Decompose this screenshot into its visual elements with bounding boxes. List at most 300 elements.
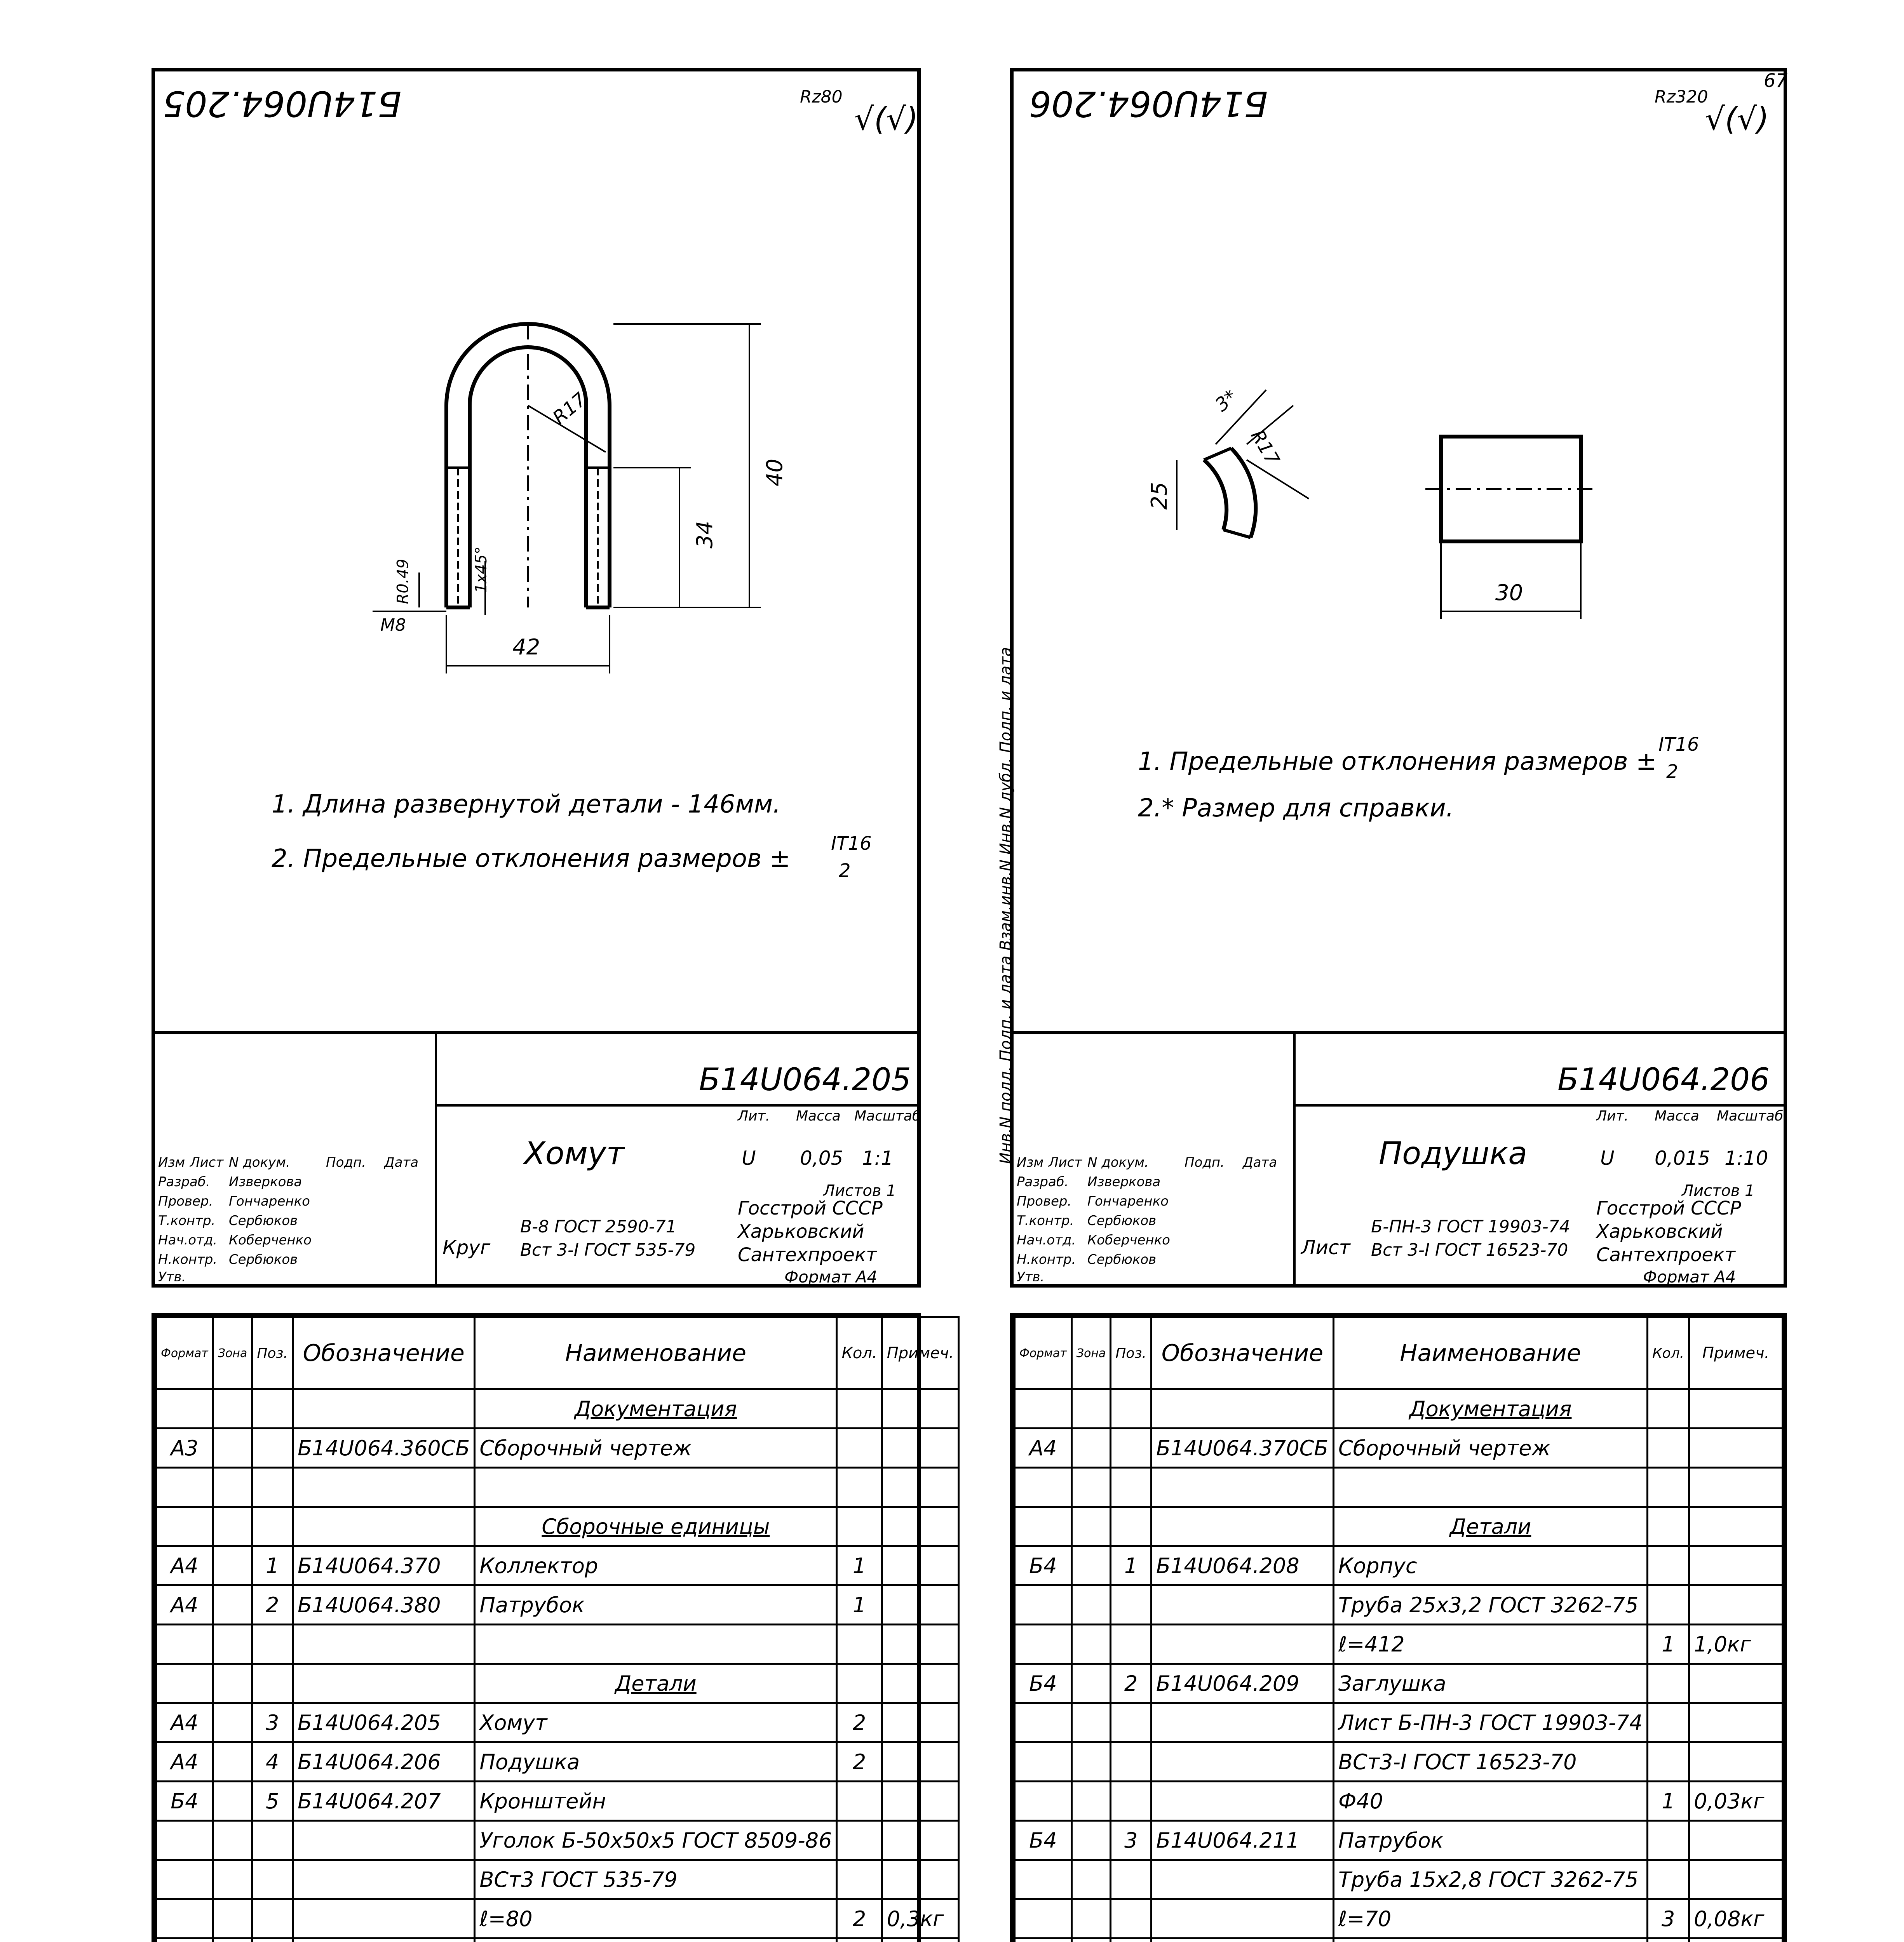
cell-note (882, 1939, 959, 1942)
role-5: Н.контр. (158, 1252, 218, 1267)
table-row (1015, 1821, 1783, 1860)
cell-note (1689, 1429, 1783, 1468)
table-row (1015, 1546, 1783, 1585)
cell-zone (1071, 1468, 1111, 1507)
hdr-list: Лист (190, 1155, 224, 1170)
role-2: Провер. (1017, 1194, 1072, 1209)
role-4: Нач.отд. (158, 1232, 218, 1248)
cell-qty (1648, 1546, 1689, 1585)
cell-format (156, 1625, 213, 1664)
cell-qty (1648, 1939, 1689, 1942)
mass-value: 0,015 (1655, 1147, 1711, 1169)
cell-designation (293, 1939, 475, 1942)
cell-zone (1071, 1782, 1111, 1821)
cell-pos: 2 (1111, 1664, 1151, 1703)
spec-sheet-370 (1010, 1313, 1787, 1942)
cell-note: 0,03кг (1689, 1782, 1783, 1821)
cell-designation: Б14U064.370 (293, 1546, 475, 1585)
table-row (1015, 1899, 1783, 1939)
table-row (1015, 1468, 1783, 1507)
table-row (156, 1742, 959, 1782)
col-name: Наименование (1333, 1317, 1647, 1389)
cell-qty (837, 1468, 882, 1507)
hdr-izm: Изм (158, 1155, 185, 1170)
svg-text:√(√): √(√) (1705, 101, 1769, 137)
name-4: Коберченко (1087, 1232, 1170, 1248)
cell-note (1689, 1703, 1783, 1742)
cell-note (1689, 1585, 1783, 1625)
cell-zone (213, 1664, 252, 1703)
col-pos: Поз. (252, 1317, 293, 1389)
material-2: Вст 3-I ГОСТ 535-79 (520, 1240, 696, 1260)
cell-note (882, 1585, 959, 1625)
cell-note (1689, 1507, 1783, 1546)
cell-pos (1111, 1507, 1151, 1546)
role-4: Нач.отд. (1017, 1232, 1076, 1248)
hdr-lit: Лит. (738, 1108, 770, 1124)
cell-format (156, 1664, 213, 1703)
dim-3: 3* (1211, 386, 1242, 416)
cell-name (1333, 1939, 1647, 1942)
cell-name (475, 1625, 837, 1664)
cell-format (1015, 1389, 1072, 1429)
cell-designation (1151, 1899, 1334, 1939)
cell-format: Б4 (156, 1782, 213, 1821)
cell-qty: 3 (1648, 1899, 1689, 1939)
table-row (1015, 1703, 1783, 1742)
material-2: Вст 3-I ГОСТ 16523-70 (1371, 1240, 1568, 1260)
cell-pos: 1 (1111, 1546, 1151, 1585)
cell-qty (1648, 1821, 1689, 1860)
cell-qty (1648, 1860, 1689, 1899)
table-row (156, 1585, 959, 1625)
cell-designation (1151, 1703, 1334, 1742)
cell-format (1015, 1939, 1072, 1942)
cell-designation: Б14U064.209 (1151, 1664, 1334, 1703)
cell-qty: 1 (837, 1585, 882, 1625)
org-1: Госстрой СССР (1596, 1197, 1741, 1219)
hdr-list: Лист (1049, 1155, 1082, 1170)
cell-zone (213, 1899, 252, 1939)
cell-note (1689, 1546, 1783, 1585)
cell-format (1015, 1742, 1072, 1782)
cell-designation (293, 1625, 475, 1664)
cell-pos (1111, 1899, 1151, 1939)
cell-pos (1111, 1625, 1151, 1664)
cell-pos: 4 (252, 1742, 293, 1782)
dim-r049: R0.49 (394, 559, 412, 604)
cell-pos: 3 (252, 1703, 293, 1742)
hdr-lit: Лит. (1596, 1108, 1629, 1124)
name-1: Изверкова (1087, 1174, 1161, 1190)
cell-designation (293, 1468, 475, 1507)
hdr-scale: Масштаб (854, 1108, 921, 1124)
cell-format: А4 (1015, 1429, 1072, 1468)
cell-name: Коллектор (475, 1546, 837, 1585)
material-1: Б-ПН-3 ГОСТ 19903-74 (1371, 1217, 1570, 1237)
cell-format (156, 1899, 213, 1939)
table-row (156, 1664, 959, 1703)
table-row (1015, 1742, 1783, 1782)
cell-qty (1648, 1468, 1689, 1507)
cell-pos: 3 (1111, 1821, 1151, 1860)
hdr-scale: Масштаб (1717, 1108, 1784, 1124)
cell-designation (293, 1389, 475, 1429)
col-zone: Зона (1071, 1317, 1111, 1389)
rotated-code: Б14U064.205 (163, 83, 402, 124)
table-row (156, 1860, 959, 1899)
cell-qty (837, 1429, 882, 1468)
cell-zone (213, 1507, 252, 1546)
table-row (1015, 1939, 1783, 1942)
lit-value: U (1600, 1147, 1615, 1169)
drawing-sheet-206 (997, 68, 1787, 1288)
hdr-podp: Подп. (326, 1155, 366, 1170)
cell-format: Б4 (1015, 1546, 1072, 1585)
spec-table (155, 1316, 960, 1942)
hdr-podp: Подп. (1185, 1155, 1225, 1170)
org-3: Сантехпроект (1596, 1244, 1735, 1266)
corner-mark: 67 (1764, 70, 1788, 92)
table-header-row (156, 1317, 959, 1389)
cell-qty (837, 1821, 882, 1860)
table-row (156, 1625, 959, 1664)
cell-qty (1648, 1664, 1689, 1703)
cell-note (882, 1468, 959, 1507)
cell-designation: Б14U064.380 (293, 1585, 475, 1625)
cell-name: Уголок Б-50х50х5 ГОСТ 8509-86 (475, 1821, 837, 1860)
role-6: Утв. (158, 1269, 186, 1285)
dim-r17: R17 (1246, 426, 1284, 469)
cell-format (156, 1821, 213, 1860)
cell-format: А3 (156, 1429, 213, 1468)
table-row (1015, 1507, 1783, 1546)
cell-note (882, 1860, 959, 1899)
cell-format (156, 1389, 213, 1429)
cell-zone (213, 1585, 252, 1625)
cell-qty (1648, 1429, 1689, 1468)
cell-designation (293, 1821, 475, 1860)
cell-pos (252, 1507, 293, 1546)
hdr-data: Дата (1243, 1155, 1277, 1170)
cell-format (1015, 1782, 1072, 1821)
cell-qty: 1 (1648, 1782, 1689, 1821)
cell-designation (293, 1664, 475, 1703)
cell-format (1015, 1468, 1072, 1507)
roughness-mark: Rz80 (800, 87, 843, 107)
cell-zone (213, 1429, 252, 1468)
role-1: Разраб. (1017, 1174, 1069, 1190)
cell-designation (293, 1899, 475, 1939)
hdr-mass: Масса (796, 1108, 841, 1124)
cell-qty: 2 (837, 1703, 882, 1742)
cell-note: 1,0кг (1689, 1625, 1783, 1664)
table-row (156, 1429, 959, 1468)
cell-qty (1648, 1507, 1689, 1546)
org-3: Сантехпроект (738, 1244, 877, 1266)
cell-name: Сборочный чертеж (1333, 1429, 1647, 1468)
cell-qty (1648, 1703, 1689, 1742)
cell-pos (1111, 1860, 1151, 1899)
cell-name: Корпус (1333, 1546, 1647, 1585)
dim-thread: 1x45° (472, 546, 491, 593)
cell-designation (1151, 1389, 1334, 1429)
cell-format: А4 (156, 1546, 213, 1585)
cell-pos (252, 1939, 293, 1942)
name-5: Сербюков (229, 1252, 298, 1267)
note-2: 2.* Размер для справки. (1138, 794, 1454, 823)
cell-pos (1111, 1939, 1151, 1942)
scale-value: 1:10 (1725, 1147, 1768, 1169)
cell-designation: Б14U064.370СБ (1151, 1429, 1334, 1468)
col-note: Примеч. (882, 1317, 959, 1389)
org-1: Госстрой СССР (738, 1197, 883, 1219)
cell-note (1689, 1389, 1783, 1429)
cell-zone (1071, 1899, 1111, 1939)
cell-format (1015, 1703, 1072, 1742)
tol-num: IT16 (1658, 734, 1699, 755)
cell-designation (1151, 1782, 1334, 1821)
cell-designation: Б14U064.205 (293, 1703, 475, 1742)
cell-qty (837, 1664, 882, 1703)
table-row (156, 1939, 959, 1942)
dim-34: 34 (692, 520, 718, 549)
cell-name: Детали (1333, 1507, 1647, 1546)
title-name: Хомут (524, 1135, 625, 1171)
cell-zone (1071, 1742, 1111, 1782)
table-row (1015, 1860, 1783, 1899)
cell-designation: Б14U064.206 (293, 1742, 475, 1782)
cell-note: 0,08кг (1689, 1899, 1783, 1939)
tol-den: 2 (1666, 761, 1678, 783)
cell-designation (1151, 1742, 1334, 1782)
material-kind: Лист (1301, 1236, 1350, 1259)
cell-qty: 1 (837, 1546, 882, 1585)
svg-text:√(√): √(√) (854, 101, 918, 137)
dim-30: 30 (1495, 580, 1523, 606)
cell-zone (1071, 1546, 1111, 1585)
cell-qty (1648, 1389, 1689, 1429)
cell-note (882, 1507, 959, 1546)
rotated-code: Б14U064.206 (1029, 83, 1268, 124)
cell-name: Лист Б-ПН-3 ГОСТ 19903-74 (1333, 1703, 1647, 1742)
cell-pos (1111, 1468, 1151, 1507)
cell-designation (1151, 1625, 1334, 1664)
sheet-format: Формат А4 (784, 1267, 878, 1286)
sheets-label: Листов 1 (823, 1182, 896, 1200)
cell-pos (1111, 1782, 1151, 1821)
hdr-data: Дата (384, 1155, 419, 1170)
cell-zone (1071, 1821, 1111, 1860)
cell-note (882, 1703, 959, 1742)
cell-note (882, 1625, 959, 1664)
cell-name: Заглушка (1333, 1664, 1647, 1703)
name-2: Гончаренко (1087, 1194, 1169, 1209)
title-code: Б14U064.206 (1557, 1061, 1770, 1098)
role-3: Т.контр. (1017, 1213, 1074, 1229)
cell-zone (1071, 1664, 1111, 1703)
name-5: Сербюков (1087, 1252, 1157, 1267)
cell-pos (252, 1625, 293, 1664)
cell-format (1015, 1585, 1072, 1625)
cell-note: 0,3кг (882, 1899, 959, 1939)
cell-designation (1151, 1585, 1334, 1625)
name-4: Коберченко (229, 1232, 312, 1248)
cell-note (1689, 1468, 1783, 1507)
cell-format (156, 1468, 213, 1507)
name-2: Гончаренко (229, 1194, 310, 1209)
material-1: В-8 ГОСТ 2590-71 (520, 1217, 677, 1237)
cell-designation (1151, 1507, 1334, 1546)
cell-designation: Б14U064.211 (1151, 1821, 1334, 1860)
cell-designation (293, 1860, 475, 1899)
cell-designation (1151, 1939, 1334, 1942)
cell-name: Сборочный чертеж (475, 1429, 837, 1468)
cell-note (882, 1821, 959, 1860)
col-designation: Обозначение (293, 1317, 475, 1389)
col-qty: Кол. (1648, 1317, 1689, 1389)
cell-format (156, 1939, 213, 1942)
cell-name: Документация (1333, 1389, 1647, 1429)
cell-qty (837, 1782, 882, 1821)
drawing-sheet-205 (152, 68, 921, 1288)
cell-zone (1071, 1507, 1111, 1546)
role-5: Н.контр. (1017, 1252, 1076, 1267)
cell-designation: Б14U064.360СБ (293, 1429, 475, 1468)
table-row (1015, 1664, 1783, 1703)
cell-format: А4 (156, 1742, 213, 1782)
cell-note (882, 1389, 959, 1429)
cell-qty (837, 1860, 882, 1899)
cell-qty (837, 1625, 882, 1664)
cell-format: А4 (156, 1585, 213, 1625)
title-block (155, 1031, 921, 1287)
cell-name: Ф40 (1333, 1782, 1647, 1821)
cell-name: Документация (475, 1389, 837, 1429)
scale-value: 1:1 (862, 1147, 894, 1169)
dim-42: 42 (512, 635, 540, 660)
role-6: Утв. (1017, 1269, 1045, 1285)
cell-name: Патрубок (475, 1585, 837, 1625)
col-pos: Поз. (1111, 1317, 1151, 1389)
tol-den: 2 (839, 860, 851, 882)
hdr-ndoc: N докум. (229, 1155, 290, 1170)
cell-format (156, 1507, 213, 1546)
org-2: Харьковский (1596, 1221, 1723, 1242)
cell-format (156, 1860, 213, 1899)
cell-note (882, 1742, 959, 1782)
dim-25: 25 (1147, 482, 1172, 510)
cell-zone (213, 1625, 252, 1664)
cell-qty (837, 1939, 882, 1942)
table-row (156, 1821, 959, 1860)
cell-zone (1071, 1585, 1111, 1625)
cell-designation (1151, 1468, 1334, 1507)
cell-format (1015, 1507, 1072, 1546)
sheets-label: Листов 1 (1682, 1182, 1755, 1200)
cell-designation (1151, 1860, 1334, 1899)
cell-qty (837, 1507, 882, 1546)
cell-note (1689, 1860, 1783, 1899)
mass-value: 0,05 (800, 1147, 843, 1169)
cell-zone (213, 1742, 252, 1782)
cell-qty (837, 1389, 882, 1429)
name-1: Изверкова (229, 1174, 302, 1190)
cell-pos (252, 1429, 293, 1468)
cell-designation (293, 1507, 475, 1546)
cell-name: Подушка (475, 1742, 837, 1782)
table-row (1015, 1389, 1783, 1429)
cell-pos (252, 1821, 293, 1860)
table-row (1015, 1585, 1783, 1625)
cell-format (1015, 1899, 1072, 1939)
cell-qty (1648, 1585, 1689, 1625)
cell-note (882, 1429, 959, 1468)
name-3: Сербюков (229, 1213, 298, 1229)
col-qty: Кол. (837, 1317, 882, 1389)
cell-note (1689, 1939, 1783, 1942)
role-3: Т.контр. (158, 1213, 216, 1229)
cell-name: ℓ=70 (1333, 1899, 1647, 1939)
cell-name: Труба 25х3,2 ГОСТ 3262-75 (1333, 1585, 1647, 1625)
table-row (156, 1782, 959, 1821)
cell-name: Детали (475, 1664, 837, 1703)
title-name: Подушка (1379, 1135, 1528, 1171)
col-designation: Обозначение (1151, 1317, 1334, 1389)
cell-zone (213, 1546, 252, 1585)
cell-zone (1071, 1860, 1111, 1899)
cell-format: Б4 (1015, 1664, 1072, 1703)
table-row (156, 1468, 959, 1507)
hdr-ndoc: N докум. (1087, 1155, 1149, 1170)
cell-format: А4 (156, 1703, 213, 1742)
col-note: Примеч. (1689, 1317, 1783, 1389)
cell-qty: 2 (837, 1742, 882, 1782)
cell-pos (252, 1389, 293, 1429)
table-row (156, 1703, 959, 1742)
cell-note (882, 1782, 959, 1821)
cell-zone (213, 1821, 252, 1860)
note-1: 1. Предельные отклонения размеров ± (1138, 747, 1657, 776)
roughness-mark: Rz320 (1655, 87, 1708, 107)
cell-zone (213, 1782, 252, 1821)
cell-name (1333, 1468, 1647, 1507)
cell-pos (1111, 1389, 1151, 1429)
cell-zone (1071, 1429, 1111, 1468)
cell-pos (1111, 1429, 1151, 1468)
cell-designation: Б14U064.208 (1151, 1546, 1334, 1585)
dim-m8: M8 (380, 615, 406, 635)
cell-name: Патрубок (1333, 1821, 1647, 1860)
cell-pos (1111, 1585, 1151, 1625)
table-row (156, 1899, 959, 1939)
cell-name: Сборочные единицы (475, 1507, 837, 1546)
table-row (156, 1389, 959, 1429)
cell-name (475, 1468, 837, 1507)
cell-pos: 1 (252, 1546, 293, 1585)
cell-pos: 2 (252, 1585, 293, 1625)
cell-name: ВСт3-I ГОСТ 16523-70 (1333, 1742, 1647, 1782)
tol-num: IT16 (831, 833, 872, 854)
cell-format (1015, 1625, 1072, 1664)
cell-pos (1111, 1703, 1151, 1742)
cell-pos (252, 1860, 293, 1899)
cell-zone (1071, 1389, 1111, 1429)
cell-format (1015, 1860, 1072, 1899)
col-name: Наименование (475, 1317, 837, 1389)
col-format: Формат (1015, 1317, 1072, 1389)
sheet-format: Формат А4 (1643, 1267, 1736, 1286)
